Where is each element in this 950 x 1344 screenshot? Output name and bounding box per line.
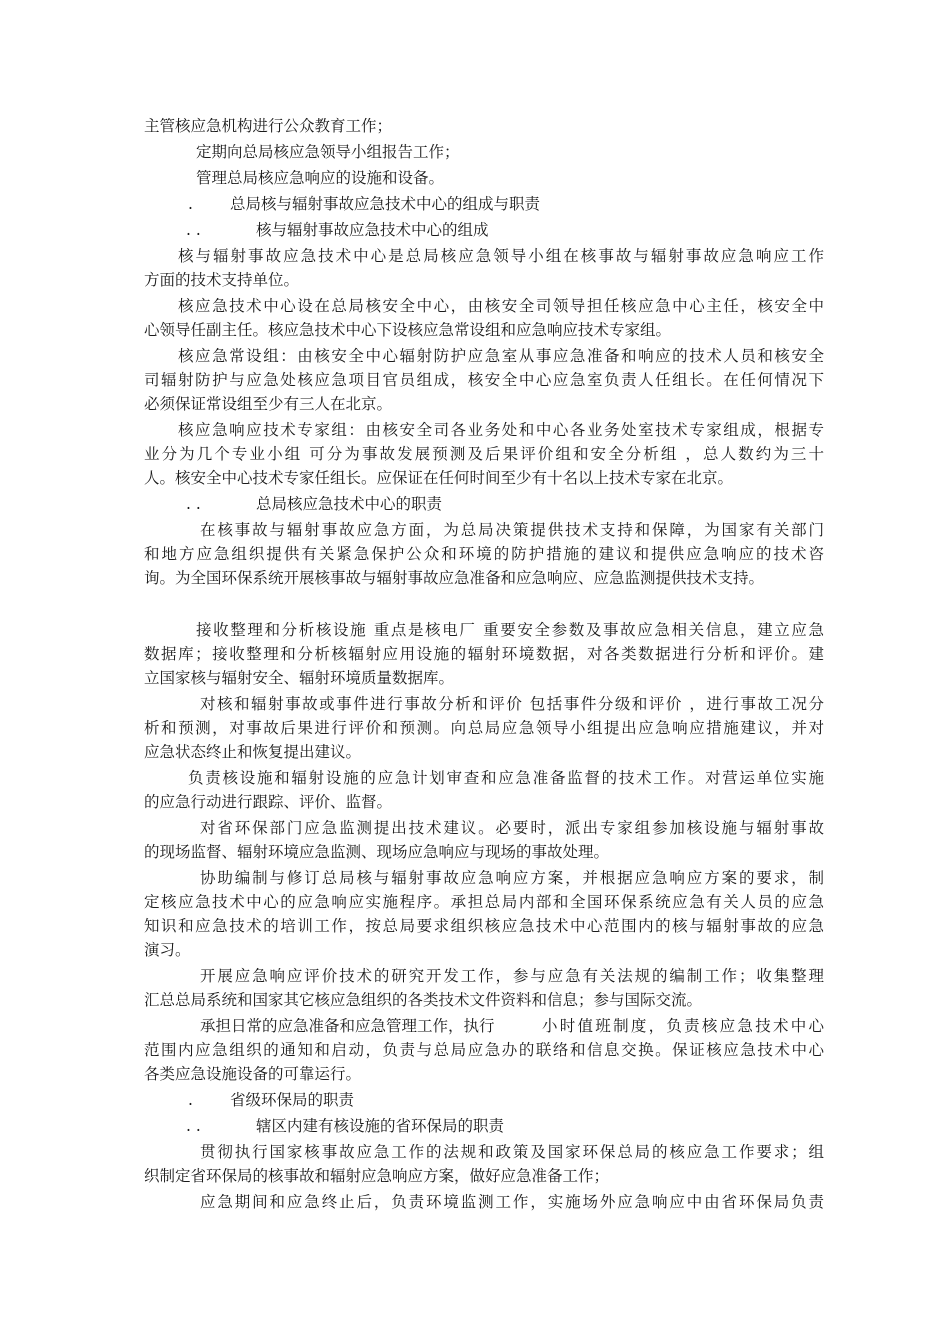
section-number: . bbox=[188, 195, 193, 213]
paragraph-line: 业分为几个专业小组 可分为事故发展预测及后果评价组和安全分析组 ，总人数约为三十 bbox=[144, 445, 824, 463]
paragraph-line: 应急期间和应急终止后，负责环境监测工作，实施场外应急响应中由省环保局负责 bbox=[200, 1193, 824, 1211]
paragraph-line: 司辐射防护与应急处核应急项目官员组成，核安全中心应急室负责人任组长。在任何情况下 bbox=[144, 371, 824, 389]
paragraph-line: 询。为全国环保系统开展核事故与辐射事故应急准备和应急响应、应急监测提供技术支持。 bbox=[144, 569, 765, 587]
paragraph-line: 核应急响应技术专家组：由核安全司各业务处和中心各业务处室技术专家组成，根据专 bbox=[178, 421, 824, 439]
paragraph-line: 承担日常的应急准备和应急管理工作，执行 bbox=[200, 1017, 495, 1035]
section-number: . . bbox=[186, 495, 201, 513]
section-heading: 省级环保局的职责 bbox=[230, 1091, 355, 1109]
text-line: 定期向总局核应急领导小组报告工作； bbox=[196, 143, 460, 161]
paragraph-line: 必须保证常设组至少有三人在北京。 bbox=[144, 395, 393, 413]
subsection-heading: 核与辐射事故应急技术中心的组成 bbox=[256, 221, 489, 239]
paragraph-line: 核与辐射事故应急技术中心是总局核应急领导小组在核事故与辐射事故应急响应工作 bbox=[178, 247, 824, 265]
paragraph-line: 应急状态终止和恢复提出建议。 bbox=[144, 743, 362, 761]
subsection-heading: 辖区内建有核设施的省环保局的职责 bbox=[256, 1117, 505, 1135]
paragraph-line: 的现场监督、辐射环境应急监测、现场应急响应与现场的事故处理。 bbox=[144, 843, 610, 861]
section-number: . . bbox=[186, 221, 201, 239]
paragraph-line: 核应急常设组：由核安全中心辐射防护应急室从事应急准备和响应的技术人员和核安全 bbox=[178, 347, 824, 365]
paragraph-line: 对核和辐射事故或事件进行事故分析和评价 包括事件分级和评价 ，进行事故工况分 bbox=[200, 695, 824, 713]
section-heading: 总局核与辐射事故应急技术中心的组成与职责 bbox=[230, 195, 541, 213]
section-number: . bbox=[188, 1091, 193, 1109]
paragraph-line: 各类应急设施设备的可靠运行。 bbox=[144, 1065, 362, 1083]
paragraph-line: 知识和应急技术的培训工作，按总局要求组织核应急技术中心范围内的核与辐射事故的应急 bbox=[144, 917, 824, 935]
paragraph-line: 贯彻执行国家核事故应急工作的法规和政策及国家环保总局的核应急工作要求；组 bbox=[200, 1143, 824, 1161]
paragraph-line: 小时值班制度，负责核应急技术中心 bbox=[542, 1017, 824, 1035]
paragraph-line: 核应急技术中心设在总局核安全中心，由核安全司领导担任核应急中心主任，核安全中 bbox=[178, 297, 824, 315]
paragraph-line: 织制定省环保局的核事故和辐射应急响应方案，做好应急准备工作； bbox=[144, 1167, 610, 1185]
text-line: 主管核应急机构进行公众教育工作； bbox=[144, 117, 393, 135]
section-number: . . bbox=[186, 1117, 201, 1135]
paragraph-line: 演习。 bbox=[144, 941, 191, 959]
paragraph-line: 定核应急技术中心的应急响应实施程序。承担总局内部和全国环保系统应急有关人员的应急 bbox=[144, 893, 824, 911]
paragraph-line: 负责核设施和辐射设施的应急计划审查和应急准备监督的技术工作。对营运单位实施 bbox=[188, 769, 824, 787]
paragraph-line: 范围内应急组织的通知和启动，负责与总局应急办的联络和信息交换。保证核应急技术中心 bbox=[144, 1041, 824, 1059]
paragraph-line: 接收整理和分析核设施 重点是核电厂 重要安全参数及事故应急相关信息，建立应急 bbox=[196, 621, 824, 639]
paragraph-line: 的应急行动进行跟踪、评价、监督。 bbox=[144, 793, 393, 811]
paragraph-line: 和地方应急组织提供有关紧急保护公众和环境的防护措施的建议和提供应急响应的技术咨 bbox=[144, 545, 824, 563]
paragraph-line: 在核事故与辐射事故应急方面，为总局决策提供技术支持和保障，为国家有关部门 bbox=[200, 521, 824, 539]
paragraph-line: 方面的技术支持单位。 bbox=[144, 271, 300, 289]
paragraph-line: 对省环保部门应急监测提出技术建议。必要时，派出专家组参加核设施与辐射事故 bbox=[200, 819, 824, 837]
paragraph-line: 立国家核与辐射安全、辐射环境质量数据库。 bbox=[144, 669, 455, 687]
paragraph-line: 数据库；接收整理和分析核辐射应用设施的辐射环境数据，对各类数据进行分析和评价。建 bbox=[144, 645, 824, 663]
paragraph-line: 协助编制与修订总局核与辐射事故应急响应方案，并根据应急响应方案的要求，制 bbox=[200, 869, 824, 887]
paragraph-line: 汇总总局系统和国家其它核应急组织的各类技术文件资料和信息；参与国际交流。 bbox=[144, 991, 703, 1009]
paragraph-line: 开展应急响应评价技术的研究开发工作，参与应急有关法规的编制工作；收集整理 bbox=[200, 967, 824, 985]
subsection-heading: 总局核应急技术中心的职责 bbox=[256, 495, 443, 513]
paragraph-line: 人。核安全中心技术专家任组长。应保证在任何时间至少有十名以上技术专家在北京。 bbox=[144, 469, 734, 487]
text-line: 管理总局核应急响应的设施和设备。 bbox=[196, 169, 445, 187]
paragraph-line: 析和预测，对事故后果进行评价和预测。向总局应急领导小组提出应急响应措施建议，并对 bbox=[144, 719, 824, 737]
paragraph-line: 心领导任副主任。核应急技术中心下设核应急常设组和应急响应技术专家组。 bbox=[144, 321, 672, 339]
